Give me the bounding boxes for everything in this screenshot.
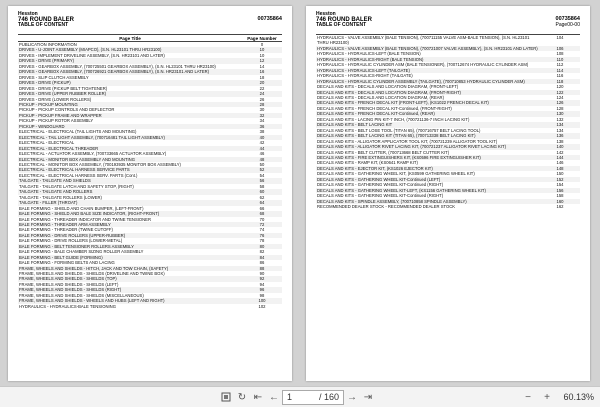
toc-entry-title: DECALS AND KITS - SPINDLE ASSEMBLY, (700710858 SPINDLE ASSEMBLY) bbox=[316, 199, 540, 204]
toc-entry-page-number: 126 bbox=[540, 100, 580, 105]
toc-entry-title: DRIVES - DRIVE (PICKUP BELT TIGHTENER) bbox=[19, 85, 108, 91]
document-number: 00735864 bbox=[555, 16, 580, 22]
toc-entry-page-number: 30 bbox=[259, 107, 265, 113]
toc-entry-page-number: 72 bbox=[242, 222, 282, 227]
toc-entry-page-number: 22 bbox=[259, 85, 265, 91]
toc-entry-title: DRIVES - GEARBOX ASSEMBLY, (700725501 GEARBOX ASSEMBLY), (S.N. HL23101 THRU HR23100) bbox=[19, 63, 216, 69]
toc-entry-page-number: 36 bbox=[242, 124, 282, 129]
toc-entry-title: DECALS AND KITS - DECALS AND LOCATION DIAGRAM, (FRONT-LEFT) bbox=[317, 84, 459, 90]
document-number: 00735864 bbox=[257, 16, 282, 22]
toc-entry-page-number: 144 bbox=[540, 155, 580, 160]
toc-entry-title: DECALS AND KITS - DECALS AND LOCATION DIAGRAM, (FRONT-RIGHT) bbox=[316, 90, 540, 95]
toc-entry-page-number: 88 bbox=[242, 266, 282, 271]
model-name: 746 ROUND BALER bbox=[18, 16, 75, 23]
toc-entry-page-number: 94 bbox=[259, 281, 265, 287]
toc-entry-title: DECALS AND KITS - BELT LACING KIT (TITAN 65), (700713338 BELT LACING KIT) bbox=[316, 133, 540, 138]
toc-entry-page-number: 32 bbox=[242, 113, 282, 118]
toc-entry-title: BALE FORMING - SHIELD AND BALE SIZE INDICATOR, (RIGHT-FRONT) bbox=[18, 211, 242, 216]
toc-row[interactable] bbox=[316, 204, 580, 209]
toc-entry-title: DRIVES - DRIVE (PICKUP) bbox=[18, 80, 242, 85]
toc-entry-page-number: 102 bbox=[258, 303, 266, 309]
toc-entry-page-number: 42 bbox=[259, 140, 265, 146]
toc-entry-title: DECALS AND KITS - FIRE EXTINGUISHERS KIT, (KS0596 FIRE EXTINGUISHER KIT) bbox=[316, 155, 540, 160]
toc-entry-title: DECALS AND KITS - EJECTOR KIT, (KS1026 EJECTOR KIT) bbox=[316, 166, 540, 171]
model-name: 746 ROUND BALER bbox=[316, 16, 373, 23]
toc-entry-title: DECALS AND KITS - GATHERING WHEEL KIT, (KS0599 GATHERING WHEEL KIT) bbox=[317, 171, 475, 177]
toc-entry-page-number: 160 bbox=[540, 199, 580, 204]
toc-entry-page-number: 76 bbox=[242, 233, 282, 238]
page-header bbox=[18, 12, 282, 34]
zoom-out-icon[interactable]: − bbox=[525, 391, 531, 403]
toc-entry-title: ELECTRICAL - ACTUATOR ASSEMBLY, (700733665 ACTUATOR ASSEMBLY) bbox=[19, 151, 167, 157]
toc-label: TABLE OF CONTENT bbox=[18, 22, 69, 29]
toc-entry-page-number: 154 bbox=[556, 182, 564, 188]
toc-entry-page-number: 152 bbox=[540, 177, 580, 182]
toc-entry-title: FRAME, WHEELS AND SHIELDS - SHIELDS (MISCELLANEOUS) bbox=[19, 292, 144, 298]
toc-entry-title: FRAME, WHEELS AND SHIELDS - HITCH, JACK AND TOW CHAIN, (SAFETY) bbox=[18, 266, 242, 271]
toc-entry-title: DECALS AND KITS - LACING PIN KIT-7 INCH, (700721136-7 INCH LACING KIT) bbox=[317, 116, 470, 122]
toc-entry-page-number: 60 bbox=[242, 189, 282, 194]
toc-entry-title: DECALS AND KITS - GATHERING WHEEL KIT-Continued (RIGHT) bbox=[317, 182, 444, 188]
toc-entry-title: FRAME, WHEELS AND SHIELDS - SHIELDS (TOP) bbox=[18, 276, 242, 281]
toc-entry-title: TAILGATE - TAILGATE LATCH AND SAFETY STOP, (RIGHT) bbox=[19, 183, 134, 189]
toc-entry-title: FRAME, WHEELS AND SHIELDS - SHIELDS (LEFT) bbox=[19, 281, 119, 287]
toc-entry-title: DECALS AND KITS - GATHERING WHEEL KIT-Continued (LEFT) bbox=[316, 177, 540, 182]
toc-entry-page-number: 50 bbox=[259, 161, 265, 167]
next-page-icon[interactable]: → bbox=[347, 391, 357, 403]
toc-entry-page-number: 78 bbox=[259, 238, 265, 244]
brand-name: Hesston bbox=[18, 11, 38, 17]
toc-entry-title: DRIVES - SLIP CLUTCH ASSEMBLY bbox=[19, 74, 89, 80]
toc-entry-page-number: 98 bbox=[259, 292, 265, 298]
toc-entry-page-number: 90 bbox=[259, 271, 265, 277]
viewer-toolbar bbox=[0, 386, 600, 407]
toc-entry-page-number: 54 bbox=[259, 172, 265, 178]
toc-entry-page-number: 10 bbox=[242, 47, 282, 52]
rotate-icon[interactable]: ↻ bbox=[237, 391, 247, 403]
toc-entry-title: HYDRAULICS - HYDRAULICS-LEFT (BALE TENSION) bbox=[317, 51, 421, 57]
toc-entry-page-number: 112 bbox=[556, 62, 564, 68]
toc-entry-title: PICKUP - PICKUP ROTOR ASSEMBLY bbox=[19, 118, 94, 124]
toc-entry-page-number: 64 bbox=[242, 200, 282, 205]
toc-entry-page-number: 110 bbox=[540, 57, 580, 62]
toc-row[interactable] bbox=[316, 35, 580, 46]
toc-entry-title: TAILGATE - TAILGATE AND ROLLERS bbox=[18, 189, 242, 194]
toc-label: TABLE OF CONTENT bbox=[316, 22, 367, 29]
toc-entry-page-number: 146 bbox=[556, 160, 564, 166]
toc-entry-title: PICKUP - WINDGUARD bbox=[18, 124, 242, 129]
toc-entry-page-number: 12 bbox=[242, 58, 282, 63]
toc-entry-page-number: 84 bbox=[242, 255, 282, 260]
toc-entry-title: ELECTRICAL - ELECTRICAL HARNESS SERVICE PARTS bbox=[18, 167, 242, 172]
toc-entry-page-number: 138 bbox=[556, 138, 564, 144]
toc-entry-title: ELECTRICAL - ELECTRICAL HARNESS SERV. PARTS (Cont.) bbox=[19, 172, 138, 178]
toc-entry-page-number: 48 bbox=[242, 157, 282, 162]
toc-entry-title: HYDRAULICS - VALVE ASSEMBLY (BALE TENSION), (700711155 VALVE ASM-BALE TENSION), (S.N. HL23101 THRU HR23100) bbox=[317, 35, 530, 46]
toc-entry-title: BALE FORMING - BELT GUIDE (FORMING) bbox=[18, 255, 242, 260]
toc-entry-title: BALE FORMING - SHIELD AND CHAIN BUMPER, (LEFT-FRONT) bbox=[19, 205, 144, 211]
toc-entry-page-number: 106 bbox=[540, 46, 580, 51]
toc-entry-page-number: 40 bbox=[242, 135, 282, 140]
toc-entry-page-number: 38 bbox=[259, 129, 265, 135]
toc-entry-title: DECALS AND KITS - DECALS AND LOCATION DIAGRAM, (REAR) bbox=[317, 94, 444, 100]
toc-entry-page-number: 56 bbox=[242, 178, 282, 183]
toc-row[interactable] bbox=[18, 304, 282, 309]
toc-entry-title: TAILGATE - FILLER (THROAT) bbox=[18, 200, 242, 205]
toc-entry-title: PICKUP - PICKUP CONTROLS AND DEFLECTOR bbox=[19, 107, 115, 113]
toc-entry-title: FRAME, WHEELS AND SHIELDS - SHIELDS (DRIVELINE AND TWINE BOX) bbox=[19, 271, 165, 277]
page-label: Page00-00 bbox=[555, 22, 580, 28]
toc-entry-page-number: 24 bbox=[242, 91, 282, 96]
page-number-input[interactable] bbox=[282, 390, 344, 405]
toc-entry-title: DRIVES - U-JOINT ASSEMBLY (MIAPCO), (S.N. HL23101 THRU HR23100) bbox=[18, 47, 242, 52]
toc-entry-page-number: 44 bbox=[242, 146, 282, 151]
toc-entry-title: HYDRAULICS - HYDRAULICS-RIGHT (TAILGATE) bbox=[317, 73, 413, 79]
toc-entry-page-number: 162 bbox=[556, 204, 564, 210]
toc-entry-title: ELECTRICAL - ELECTRICAL THREADER bbox=[18, 146, 242, 151]
toc-entry-page-number: 92 bbox=[242, 276, 282, 281]
zoom-in-icon[interactable]: + bbox=[544, 391, 550, 403]
toc-entry-page-number: 120 bbox=[556, 84, 564, 90]
page-navigator bbox=[218, 389, 376, 405]
toc-entry-page-number: 150 bbox=[556, 171, 564, 177]
prev-page-icon[interactable]: ← bbox=[269, 391, 279, 403]
toc-entry-title: DRIVES - DRIVE (UPPER RUBBER ROLLER) bbox=[18, 91, 242, 96]
last-page-icon[interactable]: ⇥ bbox=[363, 391, 373, 403]
toc-entry-page-number: 26 bbox=[259, 96, 265, 102]
toc-entry-page-number: 80 bbox=[242, 244, 282, 249]
toc-entry-page-number: 134 bbox=[540, 122, 580, 127]
page-header bbox=[316, 12, 580, 34]
toc-entry-page-number: 96 bbox=[242, 287, 282, 292]
toc-entry-title: PUBLICATION INFORMATION bbox=[19, 42, 77, 47]
toc-entry-title: TAILGATE - TAILGATE ROLLERS (LOWER) bbox=[19, 194, 102, 200]
toc-entry-title: HYDRAULICS - VALVE ASSEMBLY (BALE TENSION), (700721007 VALVE ASSEMBLY), (S.N. HR23101 AND LATER) bbox=[316, 46, 540, 51]
toc-entry-page-number: 108 bbox=[556, 51, 564, 57]
toc-entry-title: DRIVES - IMPLEMENT DRIVELINE ASSEMBLY, (S.N. HR23101 AND LATER) bbox=[19, 52, 165, 58]
toc-entry-title: HYDRAULICS - HYDRAULICS-RIGHT (BALE TENSION) bbox=[316, 57, 540, 62]
toc-entry-page-number: 114 bbox=[540, 68, 580, 73]
toc-entry-title: TAILGATE - TAILGATE AND SHIELDS bbox=[18, 178, 242, 183]
first-page-icon[interactable]: ⇤ bbox=[253, 391, 263, 403]
toc-entry-page-number: 52 bbox=[242, 167, 282, 172]
toc-entry-title: DECALS AND KITS - ALLIGATOR APPLICATOR TOOL KIT, (700721239 ALLIGATOR TOOL KIT) bbox=[317, 138, 498, 144]
toc-entry-title: ELECTRICAL - TAIL LIGHT ASSEMBLY, (700716481 TAIL LIGHT ASSEMBLY) bbox=[18, 135, 242, 140]
toc-entry-page-number: 132 bbox=[556, 116, 564, 122]
toc-entry-title: ELECTRICAL - MONITOR BOX ASSEMBLY AND MOUNTING bbox=[18, 157, 242, 162]
toc-entry-page-number: 34 bbox=[259, 118, 265, 124]
toc-entry-page-number: 118 bbox=[540, 79, 580, 84]
total-pages: / 160 bbox=[318, 392, 339, 402]
toc-entry-page-number: 14 bbox=[259, 63, 265, 69]
toc-entry-title: FRAME, WHEELS AND SHIELDS - WHEELS AND HUBS (LEFT AND RIGHT) bbox=[18, 298, 242, 303]
toc-entry-title: DRIVES - DRIVE (LOWER ROLLERS) bbox=[19, 96, 92, 102]
toc-entry-page-number: 86 bbox=[259, 260, 265, 266]
toc-entry-title: DECALS AND KITS - RAMP KIT, (KS0641 RAMP KIT) bbox=[317, 160, 418, 166]
toc-entry-title: DECALS AND KITS - BELT LACING KIT bbox=[316, 122, 540, 127]
toc-entry-title: ELECTRICAL - MONITOR BOX ASSEMBLY, (700193935 MONITOR BOX ASSEMBLY) bbox=[19, 161, 181, 167]
toc-entry-title: DECALS AND KITS - FRENCH DECAL KIT (FRONT-LEFT), (KS1022 FRENCH DECAL KIT) bbox=[316, 100, 540, 105]
toc-entry-title: BALE FORMING - FORMING BELTS AND LACING bbox=[19, 260, 115, 266]
toc-entry-page-number: 134 bbox=[556, 127, 564, 133]
toc-entry-title: BALE FORMING - DRIVE ROLLERS (LOWER-METAL) bbox=[19, 238, 123, 244]
document-page-right bbox=[306, 6, 590, 381]
zoom-control bbox=[520, 389, 594, 405]
toc-entry-title: DECALS AND KITS - GATHERING WHEEL KIT-LEFT, (KS1156 GATHERING WHEEL KIT) bbox=[316, 188, 540, 193]
zoom-level[interactable]: 60.13% bbox=[563, 392, 594, 402]
toc-entry-page-number: 18 bbox=[259, 74, 265, 80]
toc-entry-page-number: 28 bbox=[242, 102, 282, 107]
document-page-left bbox=[8, 6, 292, 381]
toc-entry-page-number: 142 bbox=[556, 149, 564, 155]
toc-entry-page-number: 82 bbox=[259, 249, 265, 255]
toc-entry-page-number: 46 bbox=[259, 151, 265, 157]
toc-entry-title: HYDRAULICS - HYDRAULICS-BALE TENSIONING bbox=[19, 303, 116, 309]
toc-entry-title: RECOMMENDED DEALER STOCK - RECOMMENDED DEALER STOCK bbox=[317, 204, 456, 210]
toc-entry-page-number: 10 bbox=[259, 52, 265, 58]
column-header-title: Page Title bbox=[18, 35, 242, 42]
toc-entry-title: HYDRAULICS - HYDRAULIC CYLINDER ASM (BALE TENSIONER), (700712674 HYDRAULIC CYLINDER ASM) bbox=[317, 62, 529, 68]
toc-entry-page-number: 130 bbox=[540, 111, 580, 116]
toc-entry-title: DECALS AND KITS - BELT CUTTER, (700713668 BELT CUTTER KIT) bbox=[317, 149, 450, 155]
toc-entry-page-number: 66 bbox=[259, 205, 265, 211]
toc-entry-title: HYDRAULICS - HYDRAULICS-LEFT (TAILGATE) bbox=[316, 68, 540, 73]
toc-entry-title: BALE FORMING - THREADER (TWINE CUTOFF) bbox=[19, 227, 113, 233]
toc-entry-page-number: 116 bbox=[556, 73, 564, 79]
toc-entry-title: BALE FORMING - DRIVE ROLLERS (UPPER-RUBBER) bbox=[18, 233, 242, 238]
toc-entry-page-number: 16 bbox=[242, 69, 282, 74]
toc-entry-title: DECALS AND KITS - GATHERING WHEEL KIT-Continued (RIGHT) bbox=[317, 193, 444, 199]
toc-entry-title: DRIVES - DRIVE (PRIMARY) bbox=[18, 58, 242, 63]
toc-entry-title: BALE FORMING - THREADER ARM ASSEMBLY bbox=[18, 222, 242, 227]
toc-entry-title: DECALS AND KITS - FRENCH DECAL KIT-Continued, (FRONT-RIGHT) bbox=[317, 105, 452, 111]
toc-entry-page-number: 20 bbox=[242, 80, 282, 85]
fit-page-icon[interactable] bbox=[218, 389, 234, 405]
toc-entry-title: BALE FORMING - BELT TENSIONER ROLLERS ASSEMBLY bbox=[18, 244, 242, 249]
column-header-number: Page Number bbox=[242, 35, 282, 42]
toc-entry-title: HYDRAULICS - HYDRAULIC CYLINDER ASSEMBLY (TAILGATE), (700710853 HYDRAULIC CYLINDER ASM) bbox=[316, 79, 540, 84]
toc-entry-page-number: 62 bbox=[259, 194, 265, 200]
toc-entry-page-number: 156 bbox=[540, 188, 580, 193]
toc-entry-page-number: 136 bbox=[540, 133, 580, 138]
toc-entry-page-number: 158 bbox=[556, 193, 564, 199]
toc-entry-page-number: 104 bbox=[556, 35, 564, 40]
toc-entry-title: BALE FORMING - BALE CHAMBER SIZING ROLLER ASSEMBLY bbox=[19, 249, 144, 255]
toc-entry-title: BALE FORMING - THREADER INDICATOR AND TWINE TENSIONER bbox=[19, 216, 151, 222]
toc-entry-title: DECALS AND KITS - ALLIGATOR RIVET LACING KIT, (700721237 ALLIGATOR RIVET LACING KIT) bbox=[316, 144, 540, 149]
toc-entry-title: PICKUP - PICKUP MOUNTING bbox=[18, 102, 242, 107]
brand-name: Hesston bbox=[316, 11, 336, 17]
toc-entry-title: DECALS AND KITS - FRENCH DECAL KIT-Continued, (REAR) bbox=[316, 111, 540, 116]
toc-entry-title: DECALS AND KITS - BELT LOSE TOOL (TITAN 65), (700716757 BELT LACING TOOL) bbox=[317, 127, 481, 133]
toc-entry-page-number: 148 bbox=[540, 166, 580, 171]
toc-entry-page-number: 0 bbox=[260, 42, 264, 47]
toc-entry-page-number: 68 bbox=[242, 211, 282, 216]
toc-entry-page-number: 140 bbox=[540, 144, 580, 149]
toc-entry-title: ELECTRICAL - ELECTRICAL bbox=[19, 140, 75, 146]
toc-table bbox=[316, 34, 580, 210]
toc-entry-page-number: 122 bbox=[540, 90, 580, 95]
toc-entry-page-number: 100 bbox=[242, 298, 282, 303]
toc-entry-title: FRAME, WHEELS AND SHIELDS - SHIELDS (RIGHT) bbox=[18, 287, 242, 292]
toc-entry-page-number: 58 bbox=[259, 183, 265, 189]
toc-entry-page-number: 124 bbox=[556, 94, 564, 100]
toc-entry-title: ELECTRICAL - ELECTRICAL (TAIL LIGHTS AND MOUNTING) bbox=[19, 129, 137, 135]
toc-entry-page-number: 70 bbox=[259, 216, 265, 222]
toc-entry-title: PICKUP - PICKUP FRAME AND WRAPPER bbox=[18, 113, 242, 118]
toc-table bbox=[18, 34, 282, 309]
toc-entry-title: DRIVES - GEARBOX ASSEMBLY, (700726921 GEARBOX ASSEMBLY), (S.N. HR23101 AND LATER) bbox=[18, 69, 242, 74]
toc-entry-page-number: 128 bbox=[556, 105, 564, 111]
toc-entry-page-number: 74 bbox=[259, 227, 265, 233]
current-page: 1 bbox=[287, 392, 293, 402]
